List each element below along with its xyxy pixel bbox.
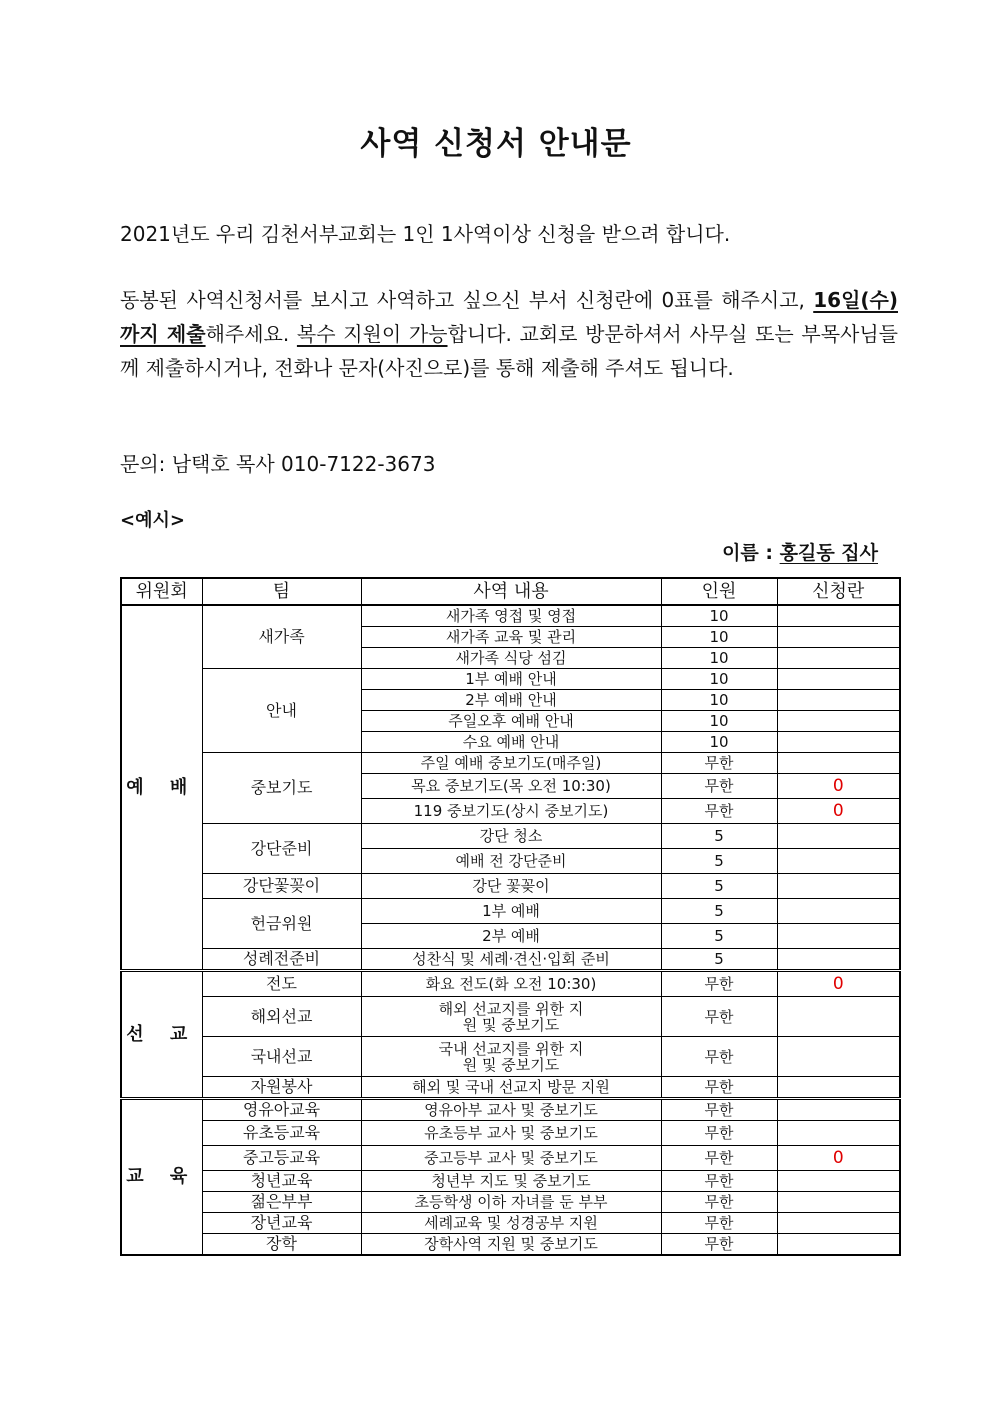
content-cell: 목요 중보기도(목 오전 10:30)	[361, 774, 661, 799]
multiple-apply-text: 복수 지원이 가능	[296, 322, 448, 346]
content-cell: 1부 예배 안내	[361, 669, 661, 690]
count-cell: 무한	[661, 1171, 777, 1192]
table-row	[121, 874, 900, 899]
content-cell: 주일 예배 중보기도(매주일)	[361, 753, 661, 774]
content-cell: 2부 예배	[361, 924, 661, 949]
apply-cell[interactable]	[777, 849, 900, 874]
content-cell: 강단 청소	[361, 824, 661, 849]
intro-paragraph: 2021년도 우리 김천서부교회는 1인 1사역이상 신청을 받으려 합니다.	[120, 222, 731, 246]
apply-cell[interactable]	[777, 605, 900, 627]
content-cell: 성찬식 및 세례·견신·입회 준비	[361, 949, 661, 971]
content-cell: 국내 선교지를 위한 지원 및 중보기도	[361, 1037, 661, 1077]
table-row	[121, 949, 900, 971]
apply-cell[interactable]	[777, 711, 900, 732]
instructions-text-3: 합니다. 교회로 방문하셔서 사무실 또는 부목사님들께 제출하시거나, 전화나 문자(사진으로)를 통해 제출해 주셔도 됩니다.	[120, 322, 898, 380]
apply-cell[interactable]	[777, 874, 900, 899]
apply-cell[interactable]	[777, 899, 900, 924]
team-cell: 자원봉사	[202, 1077, 361, 1099]
content-cell: 장학사역 지원 및 중보기도	[361, 1234, 661, 1256]
table-row	[121, 1037, 900, 1077]
instructions-paragraph	[120, 283, 898, 385]
content-cell: 청년부 지도 및 중보기도	[361, 1171, 661, 1192]
count-cell: 5	[661, 874, 777, 899]
content-cell: 새가족 식당 섬김	[361, 648, 661, 669]
content-cell: 강단 꽃꽂이	[361, 874, 661, 899]
content-cell: 예배 전 강단준비	[361, 849, 661, 874]
content-cell: 영유아부 교사 및 중보기도	[361, 1099, 661, 1121]
table-row	[121, 1213, 900, 1234]
name-label: 이름 :	[722, 542, 780, 564]
table-row	[121, 1192, 900, 1213]
count-cell: 10	[661, 669, 777, 690]
team-cell: 강단꽃꽂이	[202, 874, 361, 899]
example-label: <예시>	[120, 510, 185, 531]
count-cell: 무한	[661, 971, 777, 997]
apply-cell[interactable]	[777, 627, 900, 648]
apply-cell[interactable]: 0	[777, 799, 900, 824]
table-row	[121, 1099, 900, 1121]
content-cell: 중고등부 교사 및 중보기도	[361, 1146, 661, 1171]
content-cell: 수요 예배 안내	[361, 732, 661, 753]
deadline-text: 16일(수)까지 제출	[120, 288, 898, 346]
apply-cell[interactable]	[777, 732, 900, 753]
content-cell: 119 중보기도(상시 중보기도)	[361, 799, 661, 824]
count-cell: 10	[661, 648, 777, 669]
ministry-table	[120, 577, 901, 1256]
team-cell: 안내	[202, 669, 361, 753]
count-cell: 무한	[661, 799, 777, 824]
content-cell: 화요 전도(화 오전 10:30)	[361, 971, 661, 997]
team-cell: 유초등교육	[202, 1121, 361, 1146]
header-count: 인원	[661, 578, 777, 605]
apply-cell[interactable]	[777, 1037, 900, 1077]
header-committee: 위원회	[121, 578, 202, 605]
instructions-text-2: 해주세요.	[205, 322, 297, 346]
apply-cell[interactable]	[777, 669, 900, 690]
table-row	[121, 605, 900, 627]
contact-info: 문의: 남택호 목사 010-7122-3673	[120, 452, 436, 476]
team-cell: 젊은부부	[202, 1192, 361, 1213]
apply-cell[interactable]	[777, 1213, 900, 1234]
team-cell: 강단준비	[202, 824, 361, 874]
apply-cell[interactable]	[777, 824, 900, 849]
content-cell: 세례교육 및 성경공부 지원	[361, 1213, 661, 1234]
apply-cell[interactable]	[777, 949, 900, 971]
apply-cell[interactable]	[777, 1121, 900, 1146]
table-row	[121, 997, 900, 1037]
count-cell: 무한	[661, 1192, 777, 1213]
apply-cell[interactable]: 0	[777, 1146, 900, 1171]
team-cell: 새가족	[202, 605, 361, 669]
apply-cell[interactable]	[777, 924, 900, 949]
count-cell: 10	[661, 627, 777, 648]
team-cell: 청년교육	[202, 1171, 361, 1192]
table-row	[121, 1121, 900, 1146]
apply-cell[interactable]	[777, 1171, 900, 1192]
apply-cell[interactable]	[777, 1099, 900, 1121]
name-line	[722, 538, 878, 565]
header-content: 사역 내용	[361, 578, 661, 605]
count-cell: 무한	[661, 1146, 777, 1171]
team-cell: 영유아교육	[202, 1099, 361, 1121]
committee-cell: 예 배	[121, 605, 202, 971]
content-cell: 새가족 교육 및 관리	[361, 627, 661, 648]
team-cell: 국내선교	[202, 1037, 361, 1077]
content-cell: 1부 예배	[361, 899, 661, 924]
table-row	[121, 824, 900, 849]
team-cell: 중고등교육	[202, 1146, 361, 1171]
team-cell: 전도	[202, 971, 361, 997]
instructions-text-1: 동봉된 사역신청서를 보시고 사역하고 싶으신 부서 신청란에 0표를 해주시고,	[120, 288, 814, 312]
count-cell: 5	[661, 824, 777, 849]
table-row	[121, 1234, 900, 1256]
content-cell: 해외 및 국내 선교지 방문 지원	[361, 1077, 661, 1099]
table-row	[121, 669, 900, 690]
count-cell: 무한	[661, 1234, 777, 1256]
apply-cell[interactable]	[777, 1234, 900, 1256]
count-cell: 무한	[661, 753, 777, 774]
content-cell: 주일오후 예배 안내	[361, 711, 661, 732]
count-cell: 무한	[661, 1099, 777, 1121]
table-row	[121, 899, 900, 924]
count-cell: 무한	[661, 1077, 777, 1099]
apply-cell[interactable]	[777, 648, 900, 669]
table-header-row	[121, 578, 900, 605]
count-cell: 5	[661, 849, 777, 874]
content-cell: 해외 선교지를 위한 지원 및 중보기도	[361, 997, 661, 1037]
table-row	[121, 1146, 900, 1171]
apply-cell[interactable]: 0	[777, 971, 900, 997]
apply-cell[interactable]	[777, 753, 900, 774]
count-cell: 5	[661, 949, 777, 971]
team-cell: 헌금위원	[202, 899, 361, 949]
apply-cell[interactable]	[777, 1077, 900, 1099]
count-cell: 10	[661, 605, 777, 627]
count-cell: 10	[661, 711, 777, 732]
table-row	[121, 971, 900, 997]
committee-cell: 교 육	[121, 1099, 202, 1256]
header-team: 팀	[202, 578, 361, 605]
count-cell: 무한	[661, 1121, 777, 1146]
count-cell: 5	[661, 924, 777, 949]
team-cell: 장학	[202, 1234, 361, 1256]
count-cell: 5	[661, 899, 777, 924]
table-row	[121, 1077, 900, 1099]
count-cell: 무한	[661, 774, 777, 799]
header-apply: 신청란	[777, 578, 900, 605]
count-cell: 무한	[661, 997, 777, 1037]
name-value: 홍길동 집사	[779, 542, 878, 564]
count-cell: 무한	[661, 1037, 777, 1077]
count-cell: 무한	[661, 1213, 777, 1234]
apply-cell[interactable]	[777, 1192, 900, 1213]
table-row	[121, 753, 900, 774]
content-cell: 유초등부 교사 및 중보기도	[361, 1121, 661, 1146]
table-row	[121, 1171, 900, 1192]
team-cell: 해외선교	[202, 997, 361, 1037]
content-cell: 새가족 영접 및 영접	[361, 605, 661, 627]
team-cell: 장년교육	[202, 1213, 361, 1234]
content-cell: 2부 예배 안내	[361, 690, 661, 711]
apply-cell[interactable]	[777, 997, 900, 1037]
team-cell: 성례전준비	[202, 949, 361, 971]
committee-cell: 선 교	[121, 971, 202, 1099]
count-cell: 10	[661, 690, 777, 711]
content-cell: 초등학생 이하 자녀를 둔 부부	[361, 1192, 661, 1213]
team-cell: 중보기도	[202, 753, 361, 824]
apply-cell[interactable]	[777, 690, 900, 711]
apply-cell[interactable]: 0	[777, 774, 900, 799]
count-cell: 10	[661, 732, 777, 753]
page-title: 사역 신청서 안내문	[360, 126, 632, 162]
